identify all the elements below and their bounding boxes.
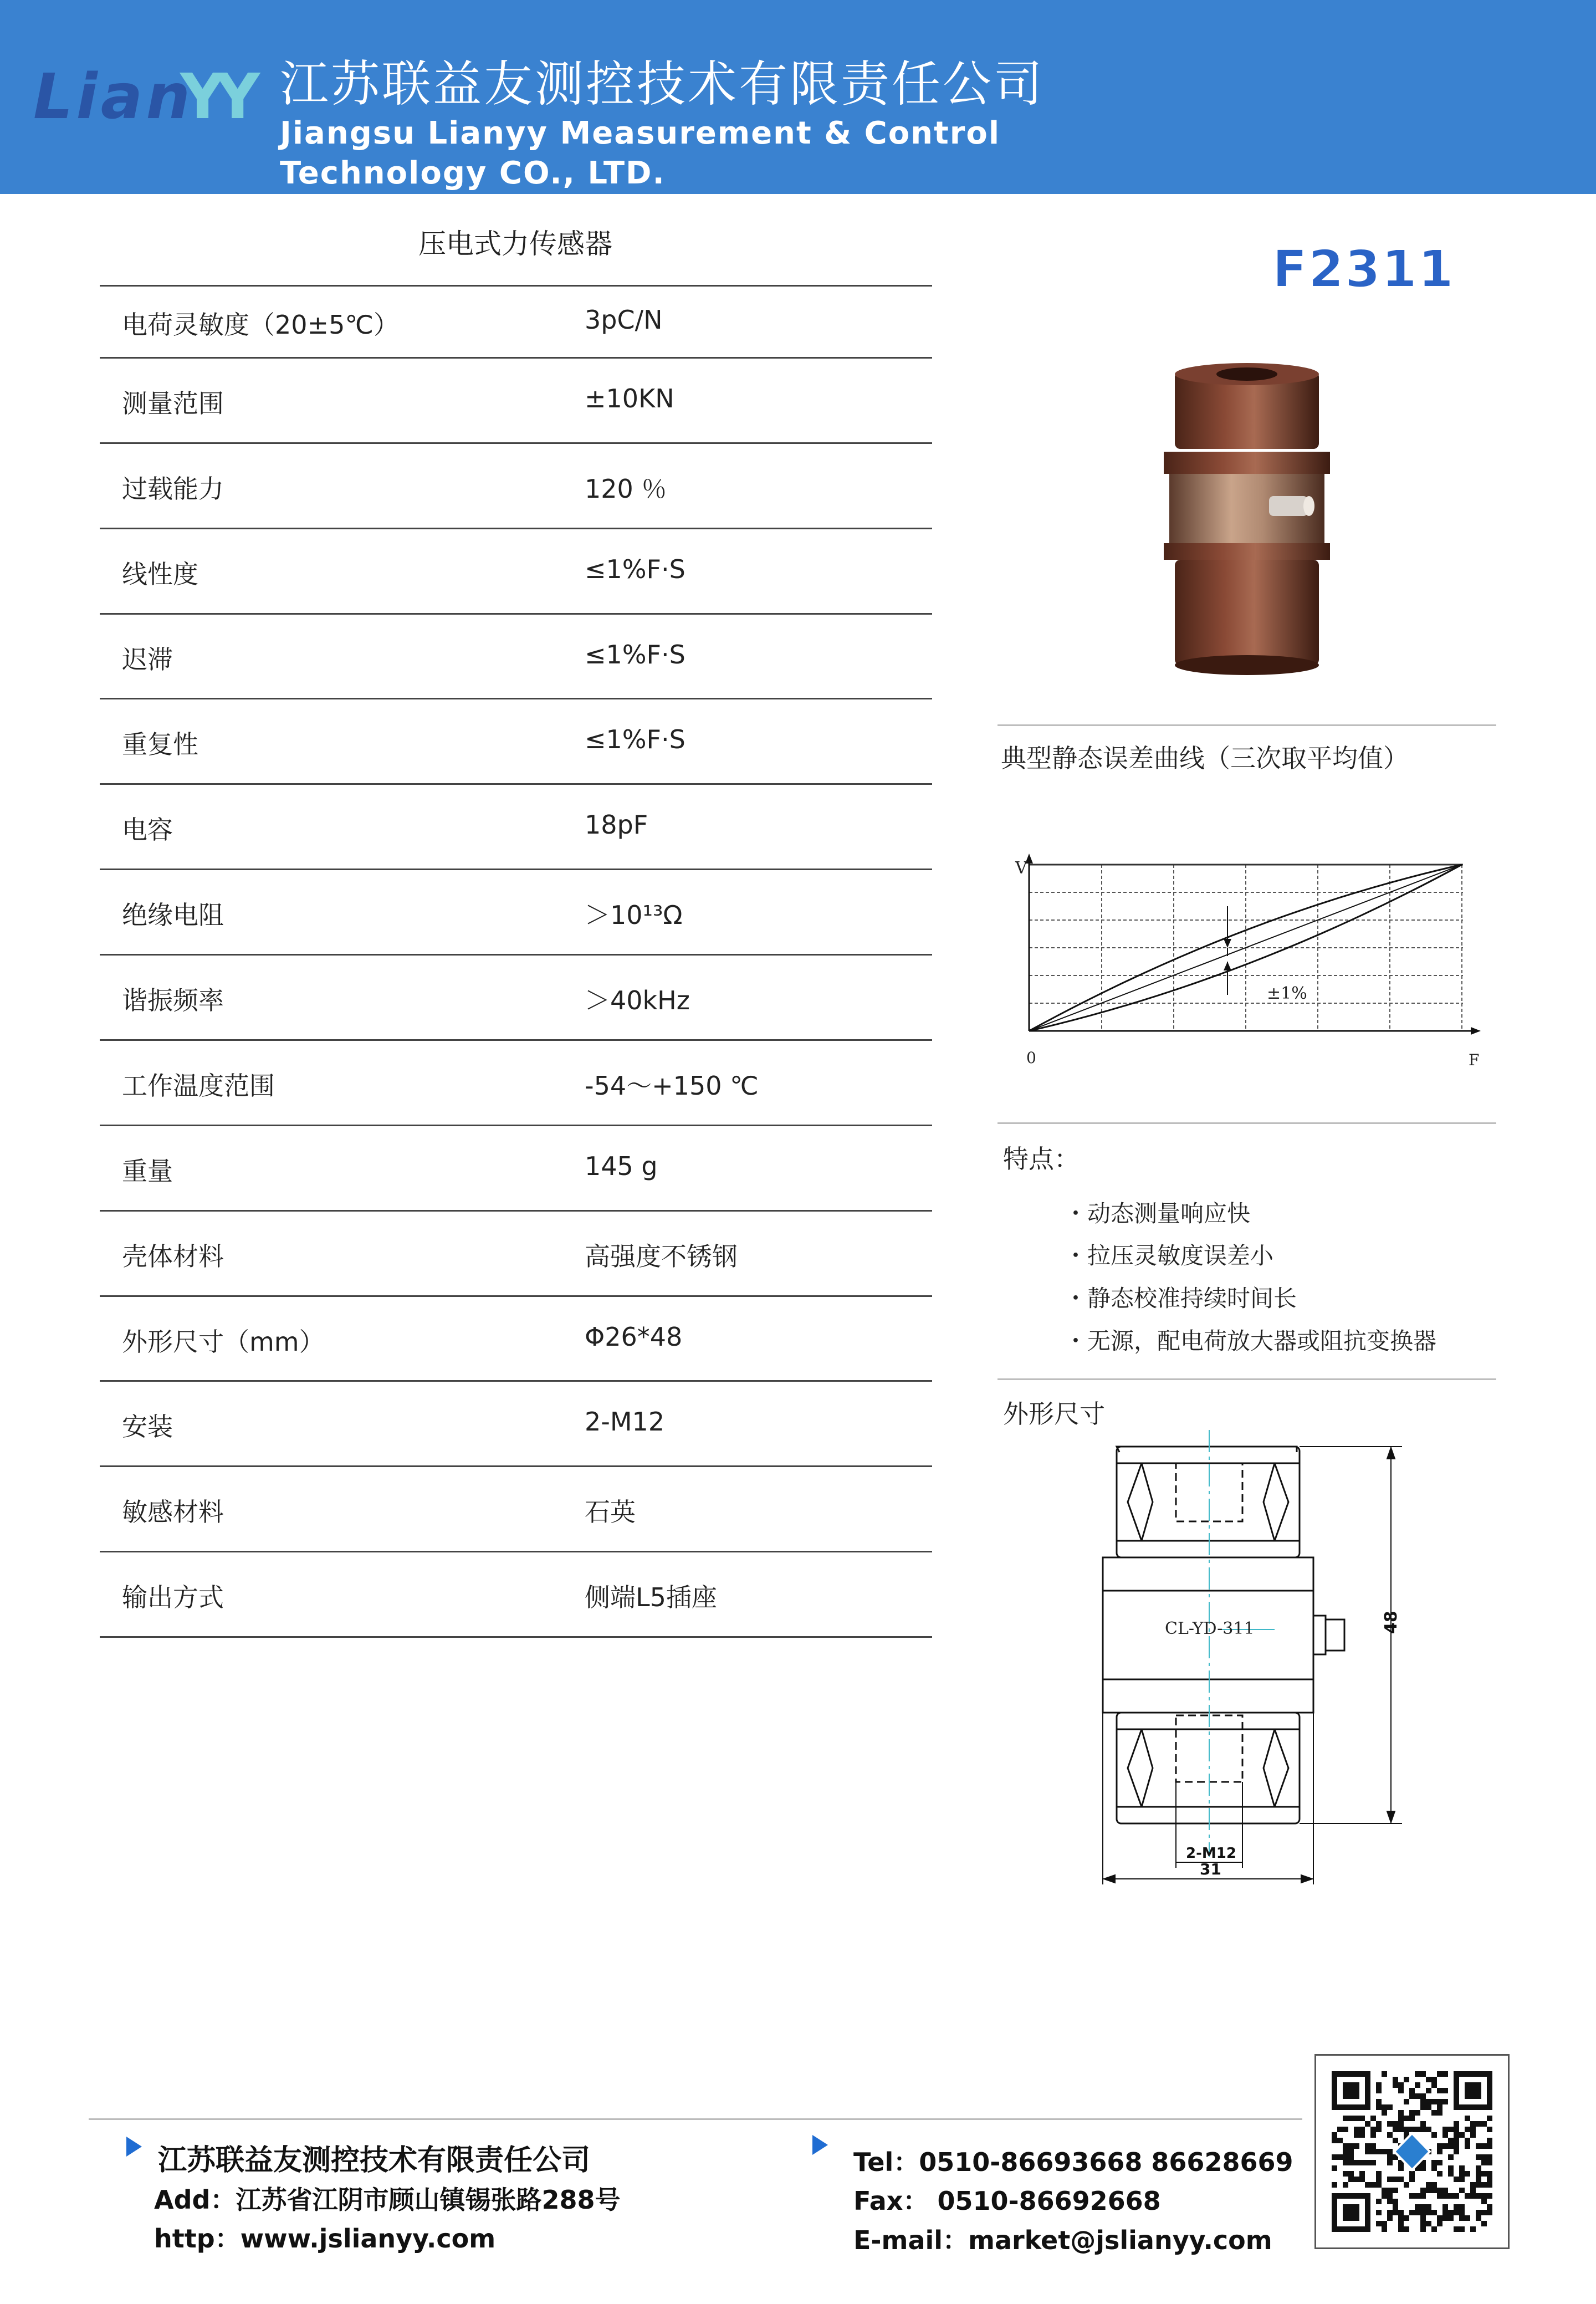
spec-value: 石英 [585,1497,636,1527]
spec-label: 迟滞 [122,644,173,675]
spec-value: 侧端L5插座 [585,1582,717,1612]
height-label: 48 [1382,1611,1401,1634]
table-divider [100,285,932,287]
footer-divider [89,2118,1302,2120]
table-title: 压电式力传感器 [418,228,612,260]
model-number: F2311 [1272,239,1455,299]
spec-value: ＞10¹³Ω [585,900,683,930]
y-axis-label: V [1015,859,1027,878]
spec-value: Φ26*48 [585,1321,683,1352]
feature-item: ・无源，配电荷放大器或阻抗变换器 [1064,1327,1437,1355]
curve-title: 典型静态误差曲线（三次取平均值） [1001,743,1409,773]
bullet-arrow-icon [126,2137,142,2157]
spec-label: 绝缘电阻 [122,900,224,930]
spec-label: 谐振频率 [122,985,224,1015]
spec-value: 145 g [585,1151,658,1181]
qr-code-graphic [1316,2056,1508,2247]
footer-company: 江苏联益友测控技术有限责任公司 [158,2144,591,2177]
logo-text-right: YY [180,61,250,133]
table-divider [100,1636,932,1638]
dimension-drawing [1086,1424,1430,1896]
qr-code [1314,2054,1510,2249]
table-divider [100,528,932,529]
origin-label: 0 [1026,1049,1036,1067]
logo-text-left: Lian [33,61,194,133]
spec-value: ≤1%F·S [585,554,686,584]
footer-address: Add：江苏省江阴市顾山镇锡张路288号 [154,2185,621,2215]
table-divider [100,1210,932,1212]
features-title: 特点： [1003,1144,1080,1174]
spec-label: 测量范围 [122,389,224,418]
bullet-arrow-icon [812,2135,828,2155]
footer-email[interactable]: E-mail：market@jslianyy.com [853,2225,1272,2255]
spec-label: 重复性 [122,729,198,759]
feature-item: ・拉压灵敏度误差小 [1064,1242,1274,1269]
feature-item: ・静态校准持续时间长 [1064,1285,1297,1312]
spec-label: 外形尺寸（mm） [122,1326,325,1357]
table-divider [100,1465,932,1467]
spec-value: 120 ％ [585,474,667,504]
spec-value: ＞40kHz [585,985,690,1015]
spec-label: 安装 [122,1412,173,1442]
table-divider [100,698,932,699]
table-divider [100,1295,932,1297]
dimensions-title: 外形尺寸 [1003,1399,1105,1429]
x-axis-label: F [1469,1051,1480,1069]
table-divider [100,1039,932,1041]
divider [998,1122,1496,1124]
company-name-cn: 江苏联益友测控技术有限责任公司 [280,55,1045,113]
table-divider [100,1551,932,1552]
spec-value: 3pC/N [585,305,663,335]
thread-label: 2-M12 [1186,1845,1236,1862]
spec-value: 18pF [585,810,648,840]
company-name-en: Jiangsu Lianyy Measurement & Control Technology CO., LTD. [280,115,1001,191]
spec-label: 过载能力 [122,474,224,504]
table-divider [100,442,932,444]
spec-value: ±10KN [585,384,674,413]
width-label: 31 [1200,1860,1221,1878]
footer-fax: Fax： 0510-86692668 [853,2186,1161,2216]
feature-item: ・动态测量响应快 [1064,1200,1251,1227]
spec-value: ≤1%F·S [585,639,686,670]
footer-tel: Tel：0510-86693668 86628669 [853,2147,1293,2177]
table-divider [100,783,932,785]
table-divider [100,1125,932,1126]
spec-label: 线性度 [122,559,198,589]
table-divider [100,954,932,956]
spec-value: -54～+150 ℃ [585,1071,759,1101]
spec-label: 电容 [122,815,173,845]
body-label: CL-YD-311 [1165,1619,1255,1638]
error-curve-chart [1009,848,1485,1081]
table-divider [100,1380,932,1382]
table-divider [100,357,932,359]
table-divider [100,869,932,870]
table-divider [100,613,932,615]
spec-value: 高强度不锈钢 [585,1242,738,1271]
tolerance-label: ±1% [1267,984,1307,1003]
spec-value: 2-M12 [585,1407,665,1437]
product-photo [1153,360,1341,704]
divider [998,724,1496,726]
spec-value: ≤1%F·S [585,724,686,754]
spec-label: 敏感材料 [122,1497,224,1527]
spec-label: 电荷灵敏度（20±5℃） [122,310,400,340]
spec-label: 工作温度范围 [122,1071,275,1101]
footer-website[interactable]: http：www.jslianyy.com [154,2224,496,2254]
company-logo [33,61,266,144]
spec-label: 壳体材料 [122,1242,224,1271]
spec-label: 重量 [122,1156,173,1186]
spec-label: 输出方式 [122,1582,224,1612]
divider [998,1378,1496,1380]
